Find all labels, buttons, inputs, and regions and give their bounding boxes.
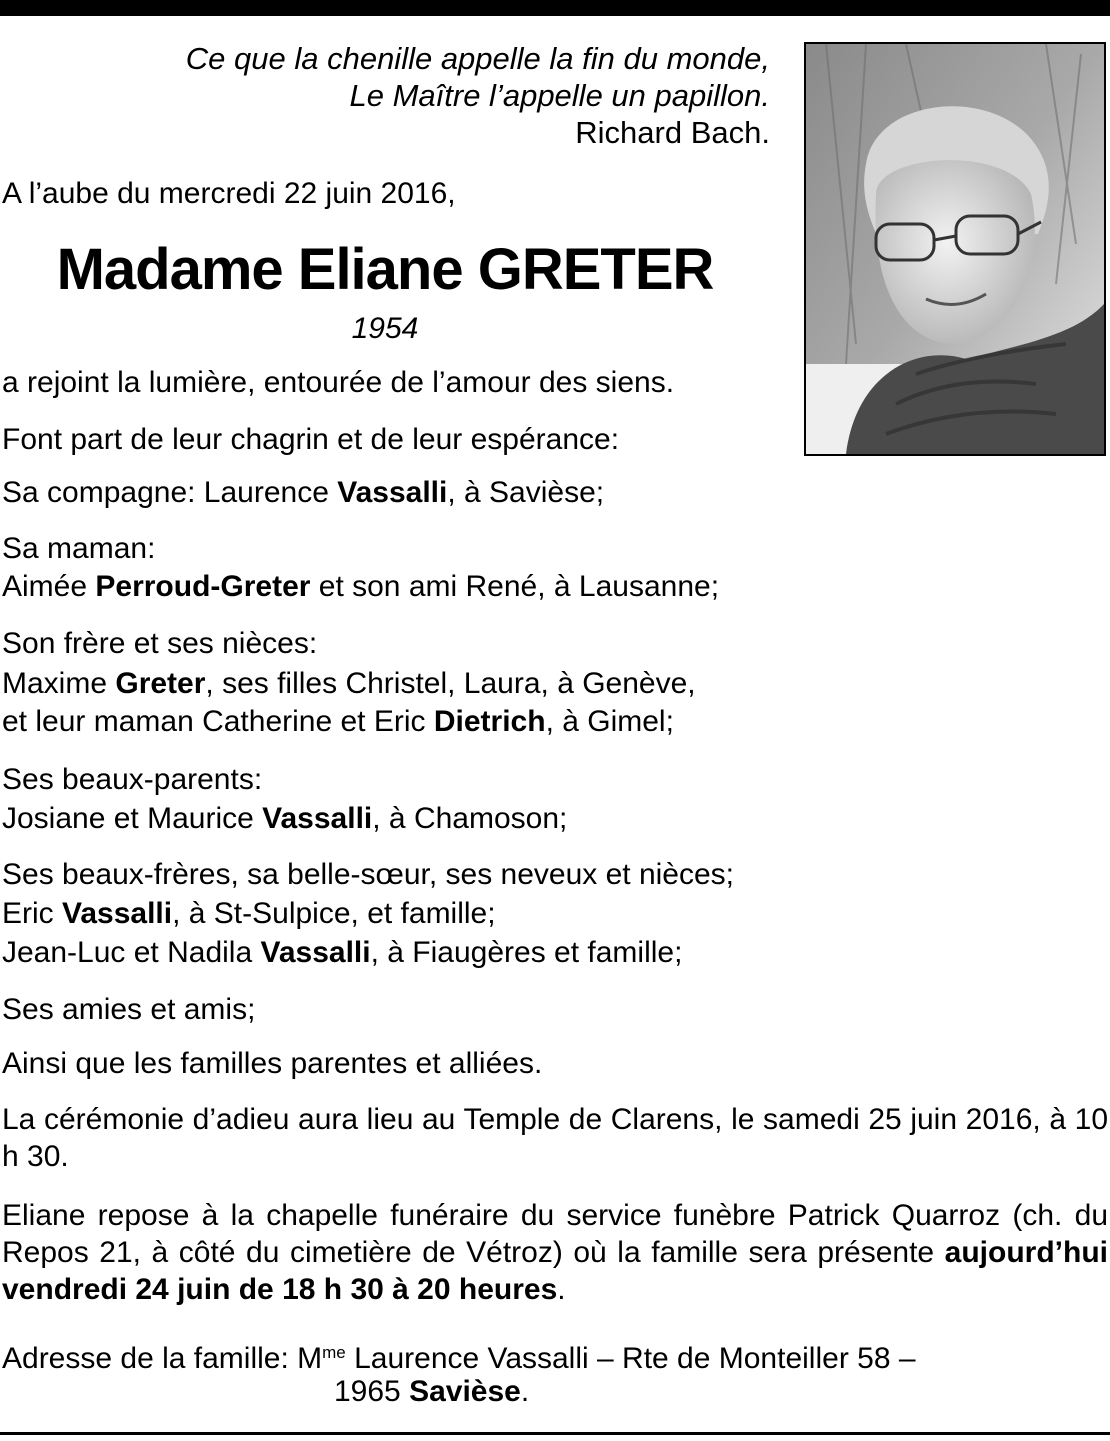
- address-sup: me: [322, 1343, 346, 1362]
- brother-suffix: , ses filles Christel, Laura, à Genève,: [205, 667, 696, 700]
- intro-line: A l’aube du mercredi 22 juin 2016,: [2, 177, 456, 210]
- quote-author: Richard Bach.: [575, 115, 770, 150]
- relative2-suffix: , à Fiaugères et famille;: [370, 936, 683, 969]
- birth-year: 1954: [351, 312, 419, 345]
- brother2-prefix: et leur maman Catherine et Eric: [2, 705, 434, 738]
- brother2-surname: Dietrich: [433, 705, 546, 738]
- inlaws-prefix: Josiane et Maurice: [2, 802, 263, 835]
- allied-families-line: Ainsi que les familles parentes et alliées.: [2, 1047, 543, 1080]
- quote-line-2: Le Maître l’appelle un papillon.: [349, 78, 770, 113]
- mother-label: Sa maman:: [2, 532, 156, 565]
- brother-surname: Greter: [115, 667, 206, 700]
- address-line2-prefix: 1965: [334, 1375, 410, 1408]
- relative-line-2: [2, 935, 682, 971]
- address-line2-end: .: [520, 1375, 530, 1408]
- mother-prefix: Aimée: [2, 570, 96, 603]
- inlaws-label: Ses beaux-parents:: [2, 763, 263, 796]
- inlaws-line: [2, 801, 567, 837]
- address-line2-town: Savièse: [409, 1375, 521, 1408]
- relative1-surname: Vassalli: [62, 897, 173, 930]
- address-line-2: [334, 1374, 529, 1410]
- bottom-rule: [0, 1432, 1110, 1435]
- companion-surname: Vassalli: [337, 476, 448, 509]
- portrait-image: [806, 44, 1104, 454]
- companion-line: [2, 475, 604, 511]
- relative1-suffix: , à St-Sulpice, et famille;: [172, 897, 496, 930]
- quote-line-1: Ce que la chenille appelle la fin du monde,: [185, 41, 770, 76]
- visitation-paragraph: [2, 1197, 1108, 1308]
- relative1-prefix: Eric: [2, 897, 62, 930]
- friends-line: Ses amies et amis;: [2, 993, 256, 1026]
- brother-line-2: [2, 704, 674, 740]
- relative2-prefix: Jean-Luc et Nadila: [2, 936, 261, 969]
- top-rule: [0, 0, 1110, 16]
- inlaws-suffix: , à Chamoson;: [372, 802, 568, 835]
- address-line-1: [2, 1335, 916, 1377]
- portrait-photo: [804, 42, 1106, 456]
- visitation-text: Eliane repose à la chapelle funéraire du service funèbre Patrick Quarroz (ch. du Repos 21, à côté du cimetière de Vétroz) où la famille sera présente: [2, 1199, 1108, 1269]
- mother-surname: Perroud-Greter: [95, 570, 311, 603]
- visitation-time: aujourd’hui vendredi 24 juin de 18 h 30 à 20 heures: [2, 1236, 1108, 1306]
- ceremony-paragraph: La cérémonie d’adieu aura lieu au Temple de Clarens, le samedi 25 juin 2016, à 10 h 30.: [2, 1103, 1108, 1173]
- mother-suffix: et son ami René, à Lausanne;: [310, 570, 720, 603]
- companion-suffix: , à Savièse;: [447, 476, 605, 509]
- relative2-surname: Vassalli: [260, 936, 371, 969]
- visitation-end: .: [557, 1273, 566, 1306]
- epigraph-quote: [0, 40, 770, 151]
- inlaws-surname: Vassalli: [262, 802, 373, 835]
- brother2-suffix: , à Gimel;: [545, 705, 674, 738]
- address-prefix: Adresse de la famille: M: [2, 1342, 323, 1375]
- brother-line: [2, 666, 696, 702]
- companion-prefix: Sa compagne: Laurence: [2, 476, 338, 509]
- relatives-label: Ses beaux-frères, sa belle-sœur, ses neveux et nièces;: [2, 858, 735, 891]
- family-intro-line: Font part de leur chagrin et de leur espérance:: [2, 423, 620, 456]
- relative-line-1: [2, 896, 496, 932]
- mother-line: [2, 569, 719, 605]
- brother-prefix: Maxime: [2, 667, 116, 700]
- siblings-label: Son frère et ses nièces:: [2, 627, 318, 660]
- announcement-line: a rejoint la lumière, entourée de l’amour des siens.: [2, 366, 675, 399]
- address-rest: Laurence Vassalli – Rte de Monteiller 58 –: [345, 1342, 916, 1375]
- deceased-name: Madame Eliane GRETER: [56, 237, 714, 302]
